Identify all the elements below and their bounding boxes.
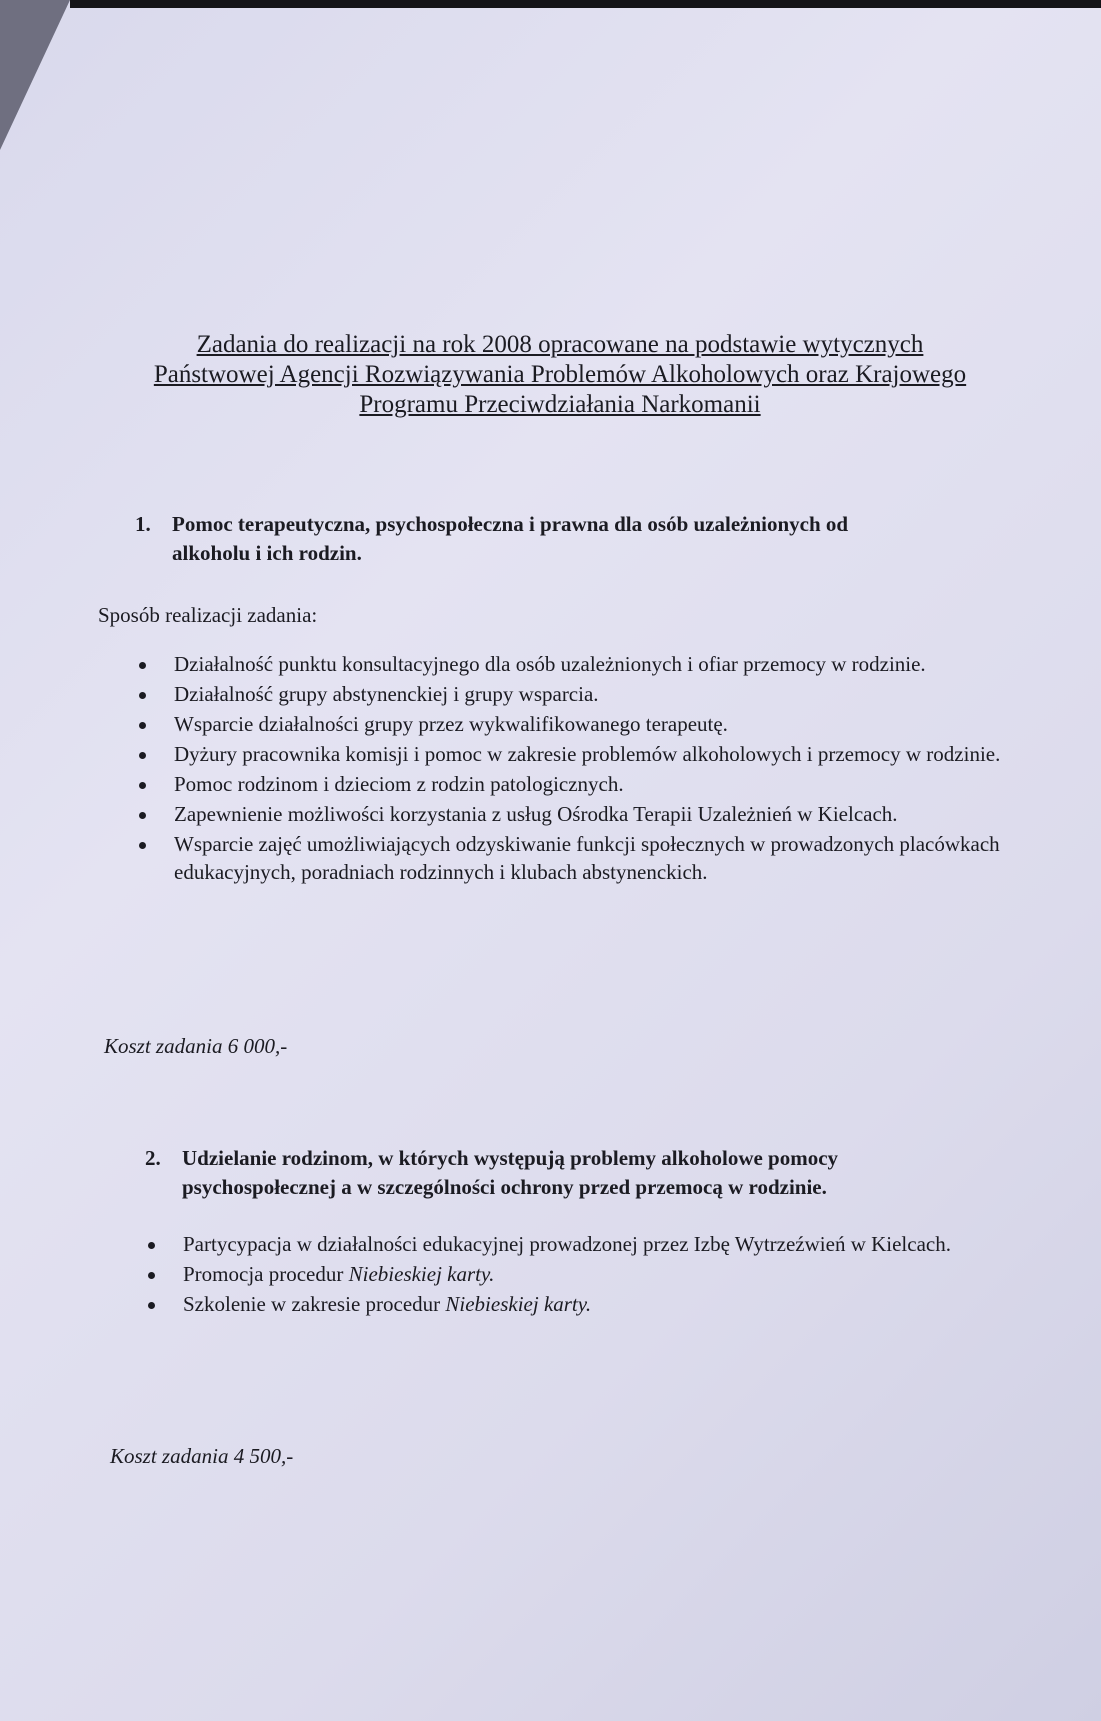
section-1-bullets: [139, 650, 1059, 888]
bullet-icon: [139, 842, 146, 849]
list-item: Działalność grupy abstynenckiej i grupy wsparcia.: [139, 680, 1059, 708]
page-corner-shadow: [0, 0, 70, 150]
bullet-icon: [139, 722, 146, 729]
scanner-edge: [70, 0, 1101, 8]
italic-term: Niebieskiej karty.: [445, 1292, 592, 1316]
section-1-cost: Koszt zadania 6 000,-: [104, 1034, 288, 1058]
bullet-icon: [139, 662, 146, 669]
list-item: Wsparcie zajęć umożliwiających odzyskiwanie funkcji społecznych w prowadzonych placówkach edukacyjnych, poradniach rodzinnych i klubach abstynenckich.: [139, 830, 1059, 886]
bullet-icon: [139, 812, 146, 819]
section-1-heading-line-1: Pomoc terapeutyczna, psychospołeczna i prawna dla osób uzależnionych od: [172, 512, 849, 536]
list-item: Promocja procedur Niebieskiej karty.: [148, 1260, 1048, 1288]
list-item: Partycypacja w działalności edukacyjnej prowadzonej przez Izbę Wytrzeźwień w Kielcach.: [148, 1230, 1048, 1258]
section-2-heading-line-2: psychospołecznej a w szczególności ochrony przed przemocą w rodzinie.: [182, 1175, 827, 1199]
section-1-number: 1.: [135, 512, 151, 536]
method-label: Sposób realizacji zadania:: [98, 603, 318, 627]
section-2-number: 2.: [145, 1146, 161, 1170]
bullet-icon: [148, 1272, 155, 1279]
section-2-cost: Koszt zadania 4 500,-: [110, 1444, 294, 1468]
title-line-2: Państwowej Agencji Rozwiązywania Problemów Alkoholowych oraz Krajowego: [153, 361, 967, 388]
list-item: Pomoc rodzinom i dzieciom z rodzin patologicznych.: [139, 770, 1059, 798]
section-2-heading: [182, 1144, 1042, 1202]
section-2-bullets: [148, 1230, 1048, 1320]
list-item: Wsparcie działalności grupy przez wykwalifikowanego terapeutę.: [139, 710, 1059, 738]
list-item: Zapewnienie możliwości korzystania z usług Ośrodka Terapii Uzależnień w Kielcach.: [139, 800, 1059, 828]
section-1-heading-line-2: alkoholu i ich rodzin.: [172, 541, 362, 565]
section-1-heading: [172, 510, 1032, 568]
title-line-1: Zadania do realizacji na rok 2008 opracowane na podstawie wytycznych: [196, 331, 924, 358]
bullet-icon: [139, 752, 146, 759]
title-line-3: Programu Przeciwdziałania Narkomanii: [359, 391, 761, 418]
bullet-icon: [148, 1302, 155, 1309]
section-2-heading-line-1: Udzielanie rodzinom, w których występują problemy alkoholowe pomocy: [182, 1146, 839, 1170]
bullet-icon: [139, 692, 146, 699]
document-title: [80, 330, 1040, 420]
italic-term: Niebieskiej karty.: [348, 1262, 495, 1286]
list-item: Dyżury pracownika komisji i pomoc w zakresie problemów alkoholowych i przemocy w rodzinie.: [139, 740, 1059, 768]
bullet-icon: [148, 1242, 155, 1249]
bullet-icon: [139, 782, 146, 789]
list-item: Działalność punktu konsultacyjnego dla osób uzależnionych i ofiar przemocy w rodzinie.: [139, 650, 1059, 678]
list-item: Szkolenie w zakresie procedur Niebieskiej karty.: [148, 1290, 1048, 1318]
